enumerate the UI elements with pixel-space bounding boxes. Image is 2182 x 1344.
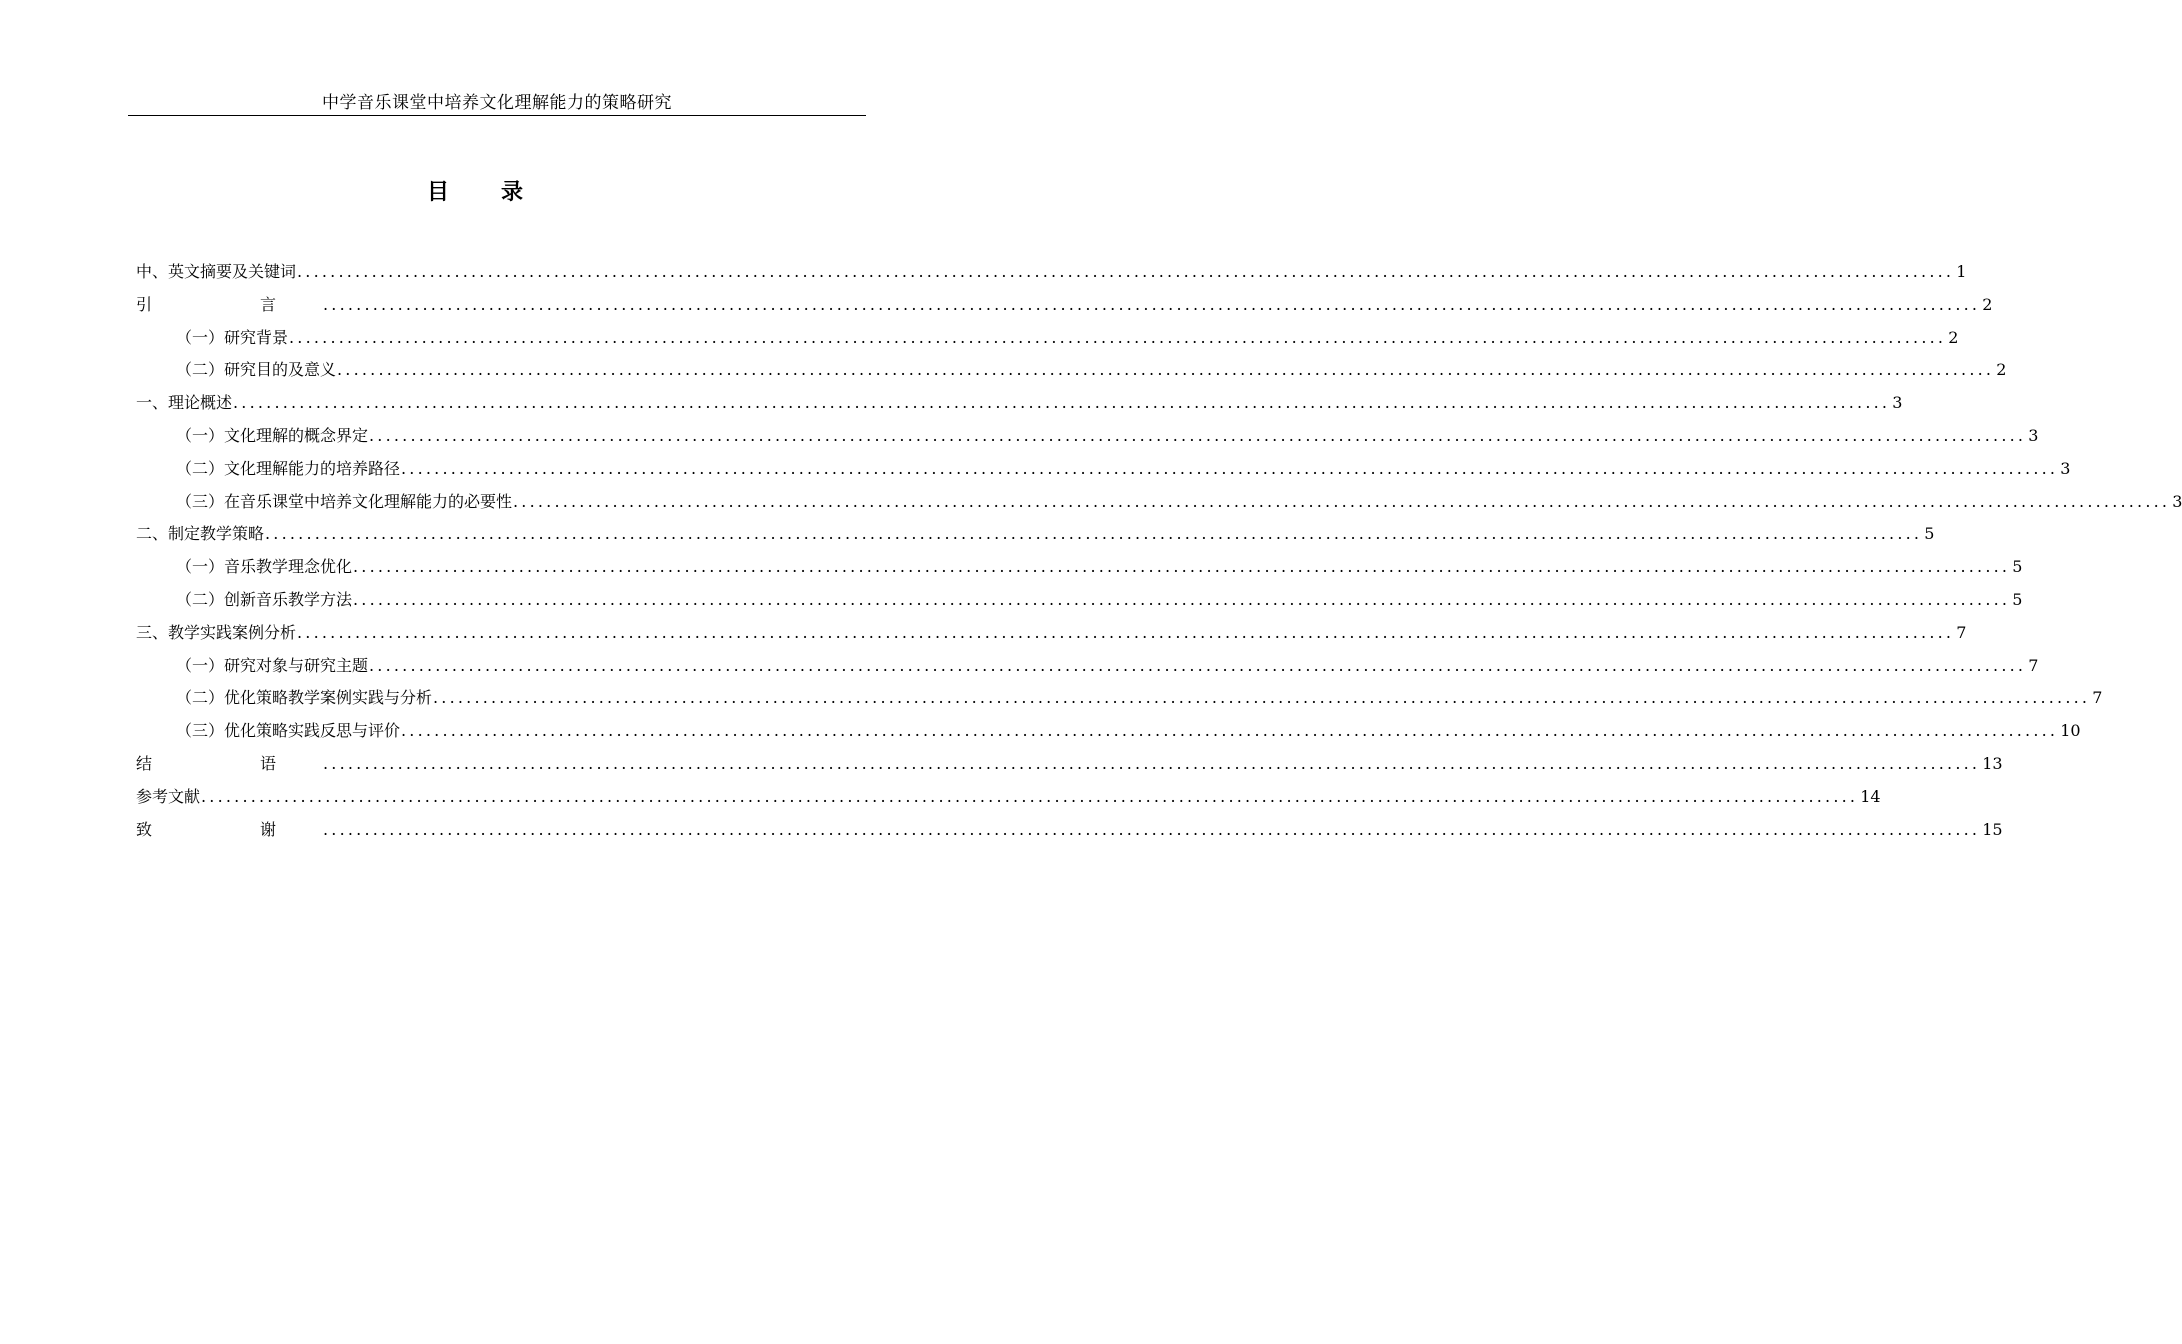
toc-entry[interactable] [136, 486, 2182, 519]
toc-entry-label: 参考文献 [136, 786, 201, 806]
toc-entry-page-number: 5 [1924, 524, 1935, 544]
header-rule [128, 115, 866, 116]
toc-dot-leader: ........................................................................................................................................................................................................ [369, 655, 2027, 675]
toc-entry-label: 三、教学实践案例分析 [136, 622, 297, 642]
toc-dot-leader: ........................................................................................................................................................................................................ [433, 688, 2091, 708]
toc-entry-page-number: 13 [1982, 753, 2003, 773]
toc-entry-page-number: 2 [1996, 360, 2007, 380]
toc-entry-label: 一、理论概述 [136, 393, 233, 413]
toc-entry-label: （二）创新音乐教学方法 [176, 589, 353, 609]
toc-entry[interactable] [136, 256, 1967, 289]
page-title-char-1: 目 [426, 179, 449, 205]
toc-entry[interactable] [136, 387, 1903, 420]
toc-entry-label: （一）文化理解的概念界定 [176, 425, 369, 445]
toc-entry-label: 结 语 [136, 753, 323, 773]
table-of-contents [136, 256, 2182, 846]
toc-entry[interactable] [136, 781, 1881, 814]
toc-entry-page-number: 7 [2092, 688, 2103, 708]
toc-entry[interactable] [136, 453, 2071, 486]
toc-entry-page-number: 7 [1956, 622, 1967, 642]
toc-entry[interactable] [136, 420, 2039, 453]
toc-entry[interactable] [136, 518, 1935, 551]
toc-entry-page-number: 3 [2028, 425, 2039, 445]
toc-dot-leader: ........................................................................................................................................................................................................ [323, 753, 1981, 773]
toc-entry[interactable] [136, 715, 2081, 748]
toc-dot-leader: ........................................................................................................................................................................................................ [353, 557, 2011, 577]
toc-dot-leader: ........................................................................................................................................................................................................ [297, 262, 1955, 281]
toc-entry[interactable] [136, 551, 2023, 584]
toc-entry[interactable] [136, 322, 1959, 355]
toc-entry-label: （二）优化策略教学案例实践与分析 [176, 688, 433, 708]
toc-entry[interactable] [136, 354, 2007, 387]
toc-dot-leader: ........................................................................................................................................................................................................ [265, 524, 1923, 544]
toc-entry[interactable] [136, 650, 2039, 683]
toc-dot-leader: ........................................................................................................................................................................................................ [353, 589, 2011, 609]
toc-entry-label: （一）研究对象与研究主题 [176, 655, 369, 675]
toc-dot-leader: ........................................................................................................................................................................................................ [297, 622, 1955, 642]
toc-dot-leader: ........................................................................................................................................................................................................ [401, 721, 2059, 741]
toc-entry-page-number: 7 [2028, 655, 2039, 675]
toc-dot-leader: ........................................................................................................................................................................................................ [401, 458, 2059, 478]
toc-entry-page-number: 2 [1982, 294, 1993, 314]
toc-entry-label: （三）在音乐课堂中培养文化理解能力的必要性 [176, 491, 513, 511]
toc-entry-label: 引 言 [136, 294, 323, 314]
toc-entry[interactable] [136, 617, 1967, 650]
toc-entry-page-number: 5 [2012, 589, 2023, 609]
toc-entry-page-number: 2 [1948, 327, 1959, 347]
toc-dot-leader: ........................................................................................................................................................................................................ [233, 393, 1891, 413]
toc-dot-leader: ........................................................................................................................................................................................................ [337, 360, 1995, 380]
toc-entry-label: 二、制定教学策略 [136, 524, 265, 544]
toc-entry-page-number: 3 [2172, 491, 2182, 511]
toc-entry[interactable] [136, 814, 2003, 847]
toc-entry-label: （一）音乐教学理念优化 [176, 557, 353, 577]
toc-dot-leader: ........................................................................................................................................................................................................ [323, 294, 1981, 314]
toc-entry[interactable] [136, 682, 2103, 715]
toc-entry-label: （二）研究目的及意义 [176, 360, 337, 380]
toc-entry[interactable] [136, 584, 2023, 617]
toc-entry-page-number: 1 [1956, 262, 1967, 281]
page-title [0, 176, 950, 208]
toc-entry[interactable] [136, 748, 2003, 781]
toc-dot-leader: ........................................................................................................................................................................................................ [323, 819, 1981, 839]
toc-entry-label: 中、英文摘要及关键词 [136, 262, 297, 281]
toc-entry-page-number: 15 [1982, 819, 2003, 839]
toc-entry-page-number: 14 [1860, 786, 1881, 806]
toc-dot-leader: ........................................................................................................................................................................................................ [201, 786, 1859, 806]
toc-entry-page-number: 5 [2012, 557, 2023, 577]
toc-entry-label: （一）研究背景 [176, 327, 289, 347]
toc-entry-label: （二）文化理解能力的培养路径 [176, 458, 401, 478]
toc-entry[interactable] [136, 289, 1993, 322]
toc-entry-page-number: 10 [2060, 721, 2081, 741]
toc-dot-leader: ........................................................................................................................................................................................................ [513, 491, 2171, 511]
running-header-title: 中学音乐课堂中培养文化理解能力的策略研究 [322, 93, 672, 113]
toc-dot-leader: ........................................................................................................................................................................................................ [369, 425, 2027, 445]
toc-entry-page-number: 3 [2060, 458, 2071, 478]
toc-dot-leader: ........................................................................................................................................................................................................ [289, 327, 1947, 347]
page-title-char-2: 录 [501, 179, 524, 205]
toc-entry-page-number: 3 [1892, 393, 1903, 413]
toc-entry-label: 致 谢 [136, 819, 323, 839]
toc-entry-label: （三）优化策略实践反思与评价 [176, 721, 401, 741]
